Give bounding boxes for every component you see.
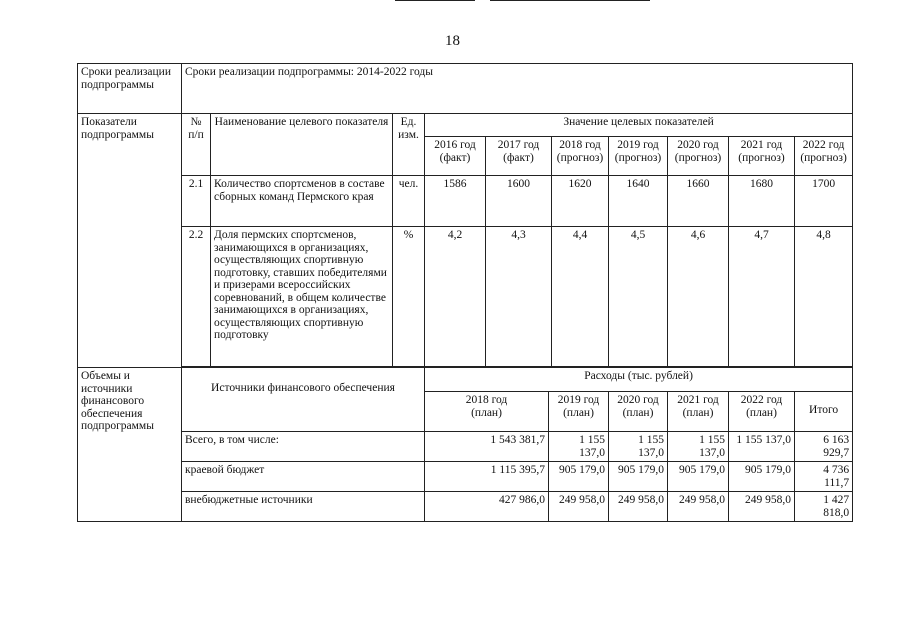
- finance-value: 905 179,0: [549, 462, 609, 492]
- finance-row: [78, 462, 853, 492]
- finance-total: 4 736 111,7: [795, 462, 853, 492]
- indicator-year-2016: 2016 год (факт): [425, 137, 486, 176]
- indicator-value: 1640: [609, 176, 668, 227]
- col-name-header: Наименование целевого показателя: [211, 114, 393, 176]
- finance-source-name: внебюджетные источники: [182, 492, 425, 522]
- finance-source-name: краевой бюджет: [182, 462, 425, 492]
- finance-year-2020: 2020 год (план): [609, 392, 668, 432]
- indicator-row: [78, 176, 853, 227]
- finance-label: Объемы и источники финансового обеспечения подпрограммы: [78, 368, 182, 522]
- period-text: Сроки реализации подпрограммы: 2014-2022 годы: [182, 64, 853, 114]
- expenses-header: Расходы (тыс. рублей): [425, 368, 853, 392]
- indicator-value: 4,7: [729, 227, 795, 367]
- indicator-value: 1680: [729, 176, 795, 227]
- indicator-name: Количество спортсменов в составе сборных команд Пермского края: [211, 176, 393, 227]
- page-number: 18: [445, 33, 460, 49]
- indicator-unit: чел.: [393, 176, 425, 227]
- indicator-value: 1700: [795, 176, 853, 227]
- finance-total-header: Итого: [795, 392, 853, 432]
- finance-value: 249 958,0: [668, 492, 729, 522]
- finance-total: 1 427 818,0: [795, 492, 853, 522]
- indicator-value: 4,3: [486, 227, 552, 367]
- finance-value: 1 155 137,0: [668, 432, 729, 462]
- indicator-value: 1586: [425, 176, 486, 227]
- indicator-num: 2.2: [182, 227, 211, 367]
- indicator-year-2019: 2019 год (прогноз): [609, 137, 668, 176]
- finance-value: 1 115 395,7: [425, 462, 549, 492]
- indicator-name: Доля пермских спортсменов, занимающихся в организациях, осуществляющих спортивную подготовку, ставших победителями и призерами всероссийских соревнований, в общем количестве занимающихся в организациях, осуществляющих спортивную подготовку: [211, 227, 393, 367]
- top-rule-left: [395, 0, 475, 1]
- indicator-year-2022: 2022 год (прогноз): [795, 137, 853, 176]
- indicators-label: Показатели подпрограммы: [78, 114, 182, 368]
- finance-value: 1 155 137,0: [549, 432, 609, 462]
- top-rule-right: [490, 0, 650, 1]
- indicator-year-2017: 2017 год (факт): [486, 137, 552, 176]
- finance-value: 249 958,0: [609, 492, 668, 522]
- indicator-year-2021: 2021 год (прогноз): [729, 137, 795, 176]
- indicator-row: [78, 227, 853, 367]
- finance-source-name: Всего, в том числе:: [182, 432, 425, 462]
- indicator-value: 1600: [486, 176, 552, 227]
- finance-value: 1 543 381,7: [425, 432, 549, 462]
- indicator-value: 4,8: [795, 227, 853, 367]
- finance-value: 249 958,0: [729, 492, 795, 522]
- finance-header-row: [78, 368, 853, 392]
- col-unit-header: Ед. изм.: [393, 114, 425, 176]
- values-header: Значение целевых показателей: [425, 114, 853, 137]
- finance-value: 905 179,0: [609, 462, 668, 492]
- indicator-value: 4,2: [425, 227, 486, 367]
- finance-year-2018: 2018 год (план): [425, 392, 549, 432]
- finance-value: 1 155 137,0: [609, 432, 668, 462]
- finance-value: 905 179,0: [729, 462, 795, 492]
- finance-value: 249 958,0: [549, 492, 609, 522]
- finance-value: 905 179,0: [668, 462, 729, 492]
- indicator-value: 1660: [668, 176, 729, 227]
- indicator-value: 1620: [552, 176, 609, 227]
- indicator-num: 2.1: [182, 176, 211, 227]
- finance-row: [78, 492, 853, 522]
- col-num-header: № п/п: [182, 114, 211, 176]
- finance-value: 427 986,0: [425, 492, 549, 522]
- indicators-header-row: [78, 114, 853, 137]
- indicator-value: 4,5: [609, 227, 668, 367]
- finance-row: [78, 432, 853, 462]
- indicator-year-2020: 2020 год (прогноз): [668, 137, 729, 176]
- period-row: [78, 64, 853, 114]
- period-label: Сроки реализации подпрограммы: [78, 64, 182, 114]
- indicator-unit: %: [393, 227, 425, 367]
- finance-year-2019: 2019 год (план): [549, 392, 609, 432]
- finance-value: 1 155 137,0: [729, 432, 795, 462]
- indicator-year-2018: 2018 год (прогноз): [552, 137, 609, 176]
- passport-table: [77, 63, 853, 522]
- indicator-value: 4,4: [552, 227, 609, 367]
- finance-total: 6 163 929,7: [795, 432, 853, 462]
- indicator-value: 4,6: [668, 227, 729, 367]
- finance-year-2022: 2022 год (план): [729, 392, 795, 432]
- finance-year-2021: 2021 год (план): [668, 392, 729, 432]
- finance-source-header: Источники финансового обеспечения: [182, 368, 425, 432]
